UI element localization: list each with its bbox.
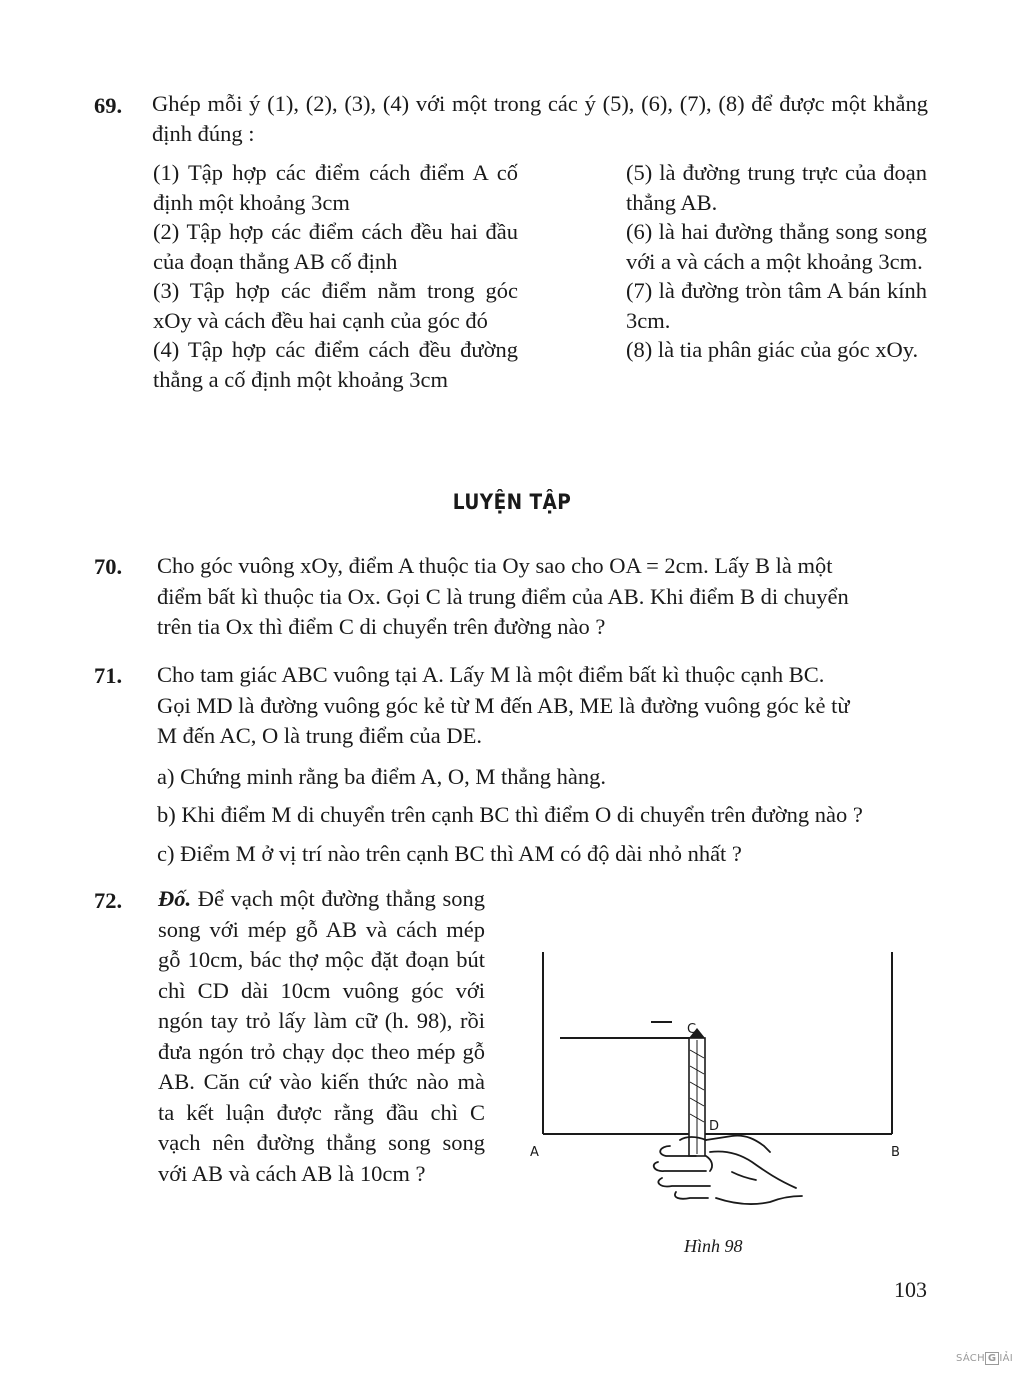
- figure-98: [520, 940, 910, 1230]
- watermark-logo: [956, 1352, 1013, 1365]
- problem-70-line-1: Cho góc vuông xOy, điểm A thuộc tia Oy sao cho OA = 2cm. Lấy B là một: [157, 553, 833, 578]
- problem-70-line-3: trên tia Ox thì điểm C di chuyển trên đường nào ?: [157, 614, 606, 639]
- problem-72-text: [158, 884, 485, 1189]
- problem-71-part-b: b) Khi điểm M di chuyển trên cạnh BC thì điểm O di chuyển trên đường nào ?: [157, 802, 863, 827]
- problem-70-number: 70.: [94, 554, 123, 579]
- watermark-box: G: [985, 1352, 1000, 1365]
- section-heading: LUYỆN TẬP: [452, 490, 572, 514]
- problem-69-intro: Ghép mỗi ý (1), (2), (3), (4) với một trong các ý (5), (6), (7), (8) để được một khẳng định đúng :: [152, 91, 928, 146]
- problem-71-number: 71.: [94, 663, 123, 688]
- label-b: B: [891, 1145, 900, 1160]
- page-number: 103: [894, 1277, 927, 1302]
- statement-2: (2) Tập hợp các điểm cách đều hai đầu của đoạn thẳng AB cố định: [153, 219, 518, 274]
- statement-3: (3) Tập hợp các điểm nằm trong góc xOy và cách đều hai cạnh của góc đó: [153, 278, 518, 333]
- statement-8: (8) là tia phân giác của góc xOy.: [626, 337, 919, 362]
- statement-7: (7) là đường tròn tâm A bán kính 3cm.: [626, 278, 927, 333]
- statement-4: (4) Tập hợp các điểm cách đều đường thẳng a cố định một khoảng 3cm: [153, 337, 518, 392]
- problem-71-line-3: M đến AC, O là trung điểm của DE.: [157, 723, 482, 748]
- problem-69-right-column: [626, 158, 927, 365]
- hand-icon: [654, 1136, 802, 1204]
- problem-71-line-2: Gọi MD là đường vuông góc kẻ từ M đến AB, ME là đường vuông góc kẻ từ: [157, 692, 850, 718]
- label-c: C: [687, 1022, 697, 1037]
- statement-6: (6) là hai đường thẳng song song với a và cách a một khoảng 3cm.: [626, 219, 927, 274]
- problem-71-line-1: Cho tam giác ABC vuông tại A. Lấy M là một điểm bất kì thuộc cạnh BC.: [157, 662, 825, 687]
- problem-72-body: Để vạch một đường thẳng song song với mép gỗ AB và cách mép gỗ 10cm, bác thợ mộc đặt đoạn bút chì CD dài 10cm vuông góc với ngón tay trỏ lấy làm cữ (h. 98), rồi đưa ngón trỏ chạy dọc theo mép gỗ AB. Căn cứ vào kiến thức nào mà ta kết luận được rằng đầu chì C vạch nên đường thẳng song song với AB và cách AB là 10cm ?: [158, 886, 485, 1186]
- problem-70-text: [157, 551, 932, 643]
- problem-69-left-column: [153, 158, 518, 394]
- problem-71-part-c: c) Điểm M ở vị trí nào trên cạnh BC thì AM có độ dài nhỏ nhất ?: [157, 841, 742, 866]
- watermark-left: SÁCH: [956, 1353, 985, 1364]
- problem-71-text: [157, 660, 932, 752]
- statement-1: (1) Tập hợp các điểm cách điểm A cố định một khoảng 3cm: [153, 160, 518, 215]
- watermark-right: IẢI: [999, 1353, 1014, 1364]
- problem-71-part-a: a) Chứng minh rằng ba điểm A, O, M thẳng hàng.: [157, 764, 607, 789]
- label-d: D: [709, 1119, 720, 1134]
- statement-5: (5) là đường trung trực của đoạn thẳng AB.: [626, 160, 927, 215]
- problem-70-line-2: điểm bất kì thuộc tia Ox. Gọi C là trung điểm của AB. Khi điểm B di chuyển: [157, 583, 849, 609]
- label-a: A: [530, 1145, 539, 1160]
- figure-caption: Hình 98: [684, 1236, 743, 1256]
- problem-72-lead: Đố.: [158, 886, 192, 911]
- problem-72-number: 72.: [94, 888, 123, 913]
- problem-69-number: 69.: [94, 93, 123, 118]
